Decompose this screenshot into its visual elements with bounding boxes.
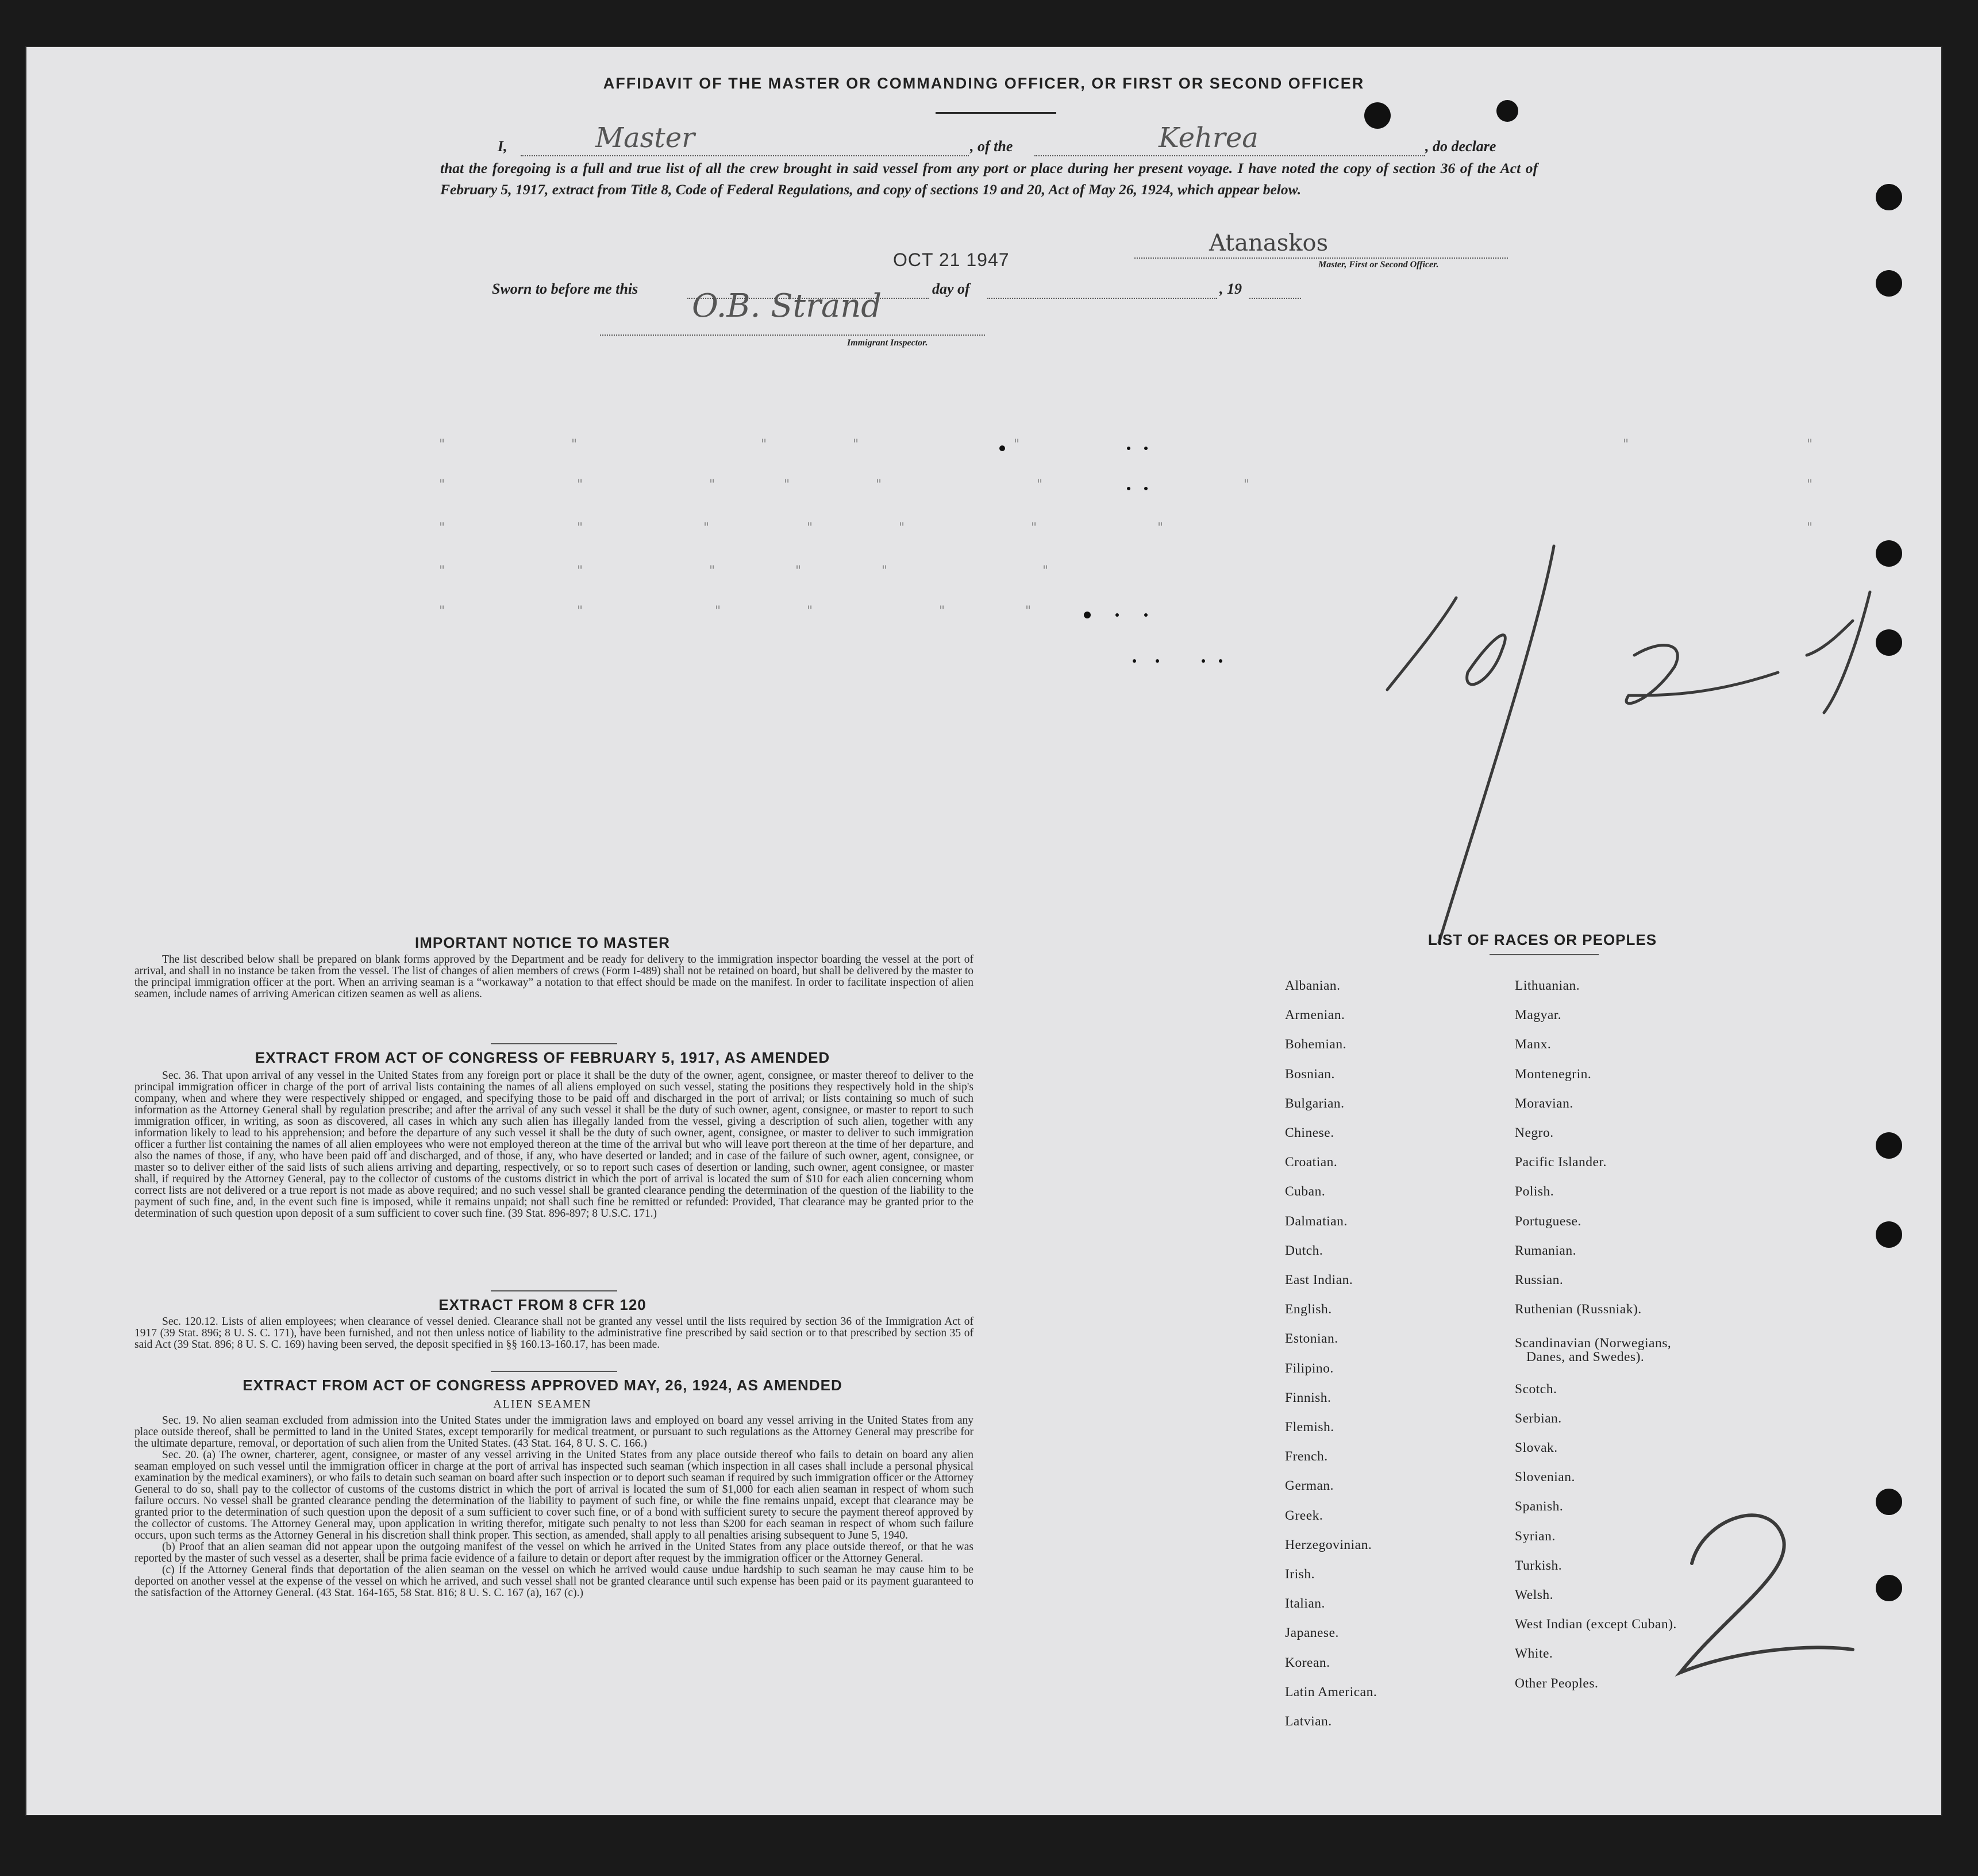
svg-text:": " (1014, 437, 1020, 452)
title-rule (936, 112, 1056, 114)
race-item: White. (1515, 1646, 1553, 1661)
handwritten-page-number (1669, 1494, 1876, 1678)
race-item: Irish. (1285, 1567, 1315, 1582)
svg-text:": " (1244, 478, 1250, 492)
extract-1917-rule (491, 1290, 617, 1291)
svg-text:": " (577, 564, 583, 578)
extract-1924-text (134, 1415, 973, 1599)
svg-text:": " (439, 604, 445, 618)
svg-text:": " (882, 564, 888, 578)
race-item: Ruthenian (Russniak). (1515, 1302, 1642, 1317)
svg-text:": " (439, 564, 445, 578)
svg-text:": " (1025, 604, 1032, 618)
race-item: Bohemian. (1285, 1037, 1346, 1052)
race-item: Magyar. (1515, 1008, 1562, 1022)
race-item: Finnish. (1285, 1390, 1332, 1405)
svg-text:": " (807, 604, 813, 618)
vessel-name-handwritten: Kehrea (1159, 122, 1259, 154)
master-signature: Atanaskos (1209, 230, 1329, 256)
race-item: Japanese. (1285, 1625, 1339, 1640)
svg-text:": " (1807, 521, 1813, 535)
svg-text:": " (577, 604, 583, 618)
svg-text:": " (703, 521, 710, 535)
race-item: Dutch. (1285, 1243, 1323, 1258)
race-item: Moravian. (1515, 1096, 1573, 1111)
svg-text:": " (439, 478, 445, 492)
race-item: East Indian. (1285, 1273, 1353, 1287)
race-item: Bosnian. (1285, 1067, 1335, 1082)
binder-hole (1876, 629, 1902, 656)
binder-hole (1876, 1575, 1902, 1601)
affidavit-title: AFFIDAVIT OF THE MASTER OR COMMANDING OFFICER, OR FIRST OR SECOND OFFICER (603, 75, 1365, 92)
extract-cfr-title: EXTRACT FROM 8 CFR 120 (438, 1296, 646, 1313)
race-item: Flemish. (1285, 1420, 1334, 1435)
inspector-signature: O.B. Strand (692, 287, 882, 325)
race-item: Bulgarian. (1285, 1096, 1345, 1111)
section-20b-paragraph: (b) Proof that an alien seaman did not appear upon the outgoing manifest of the vessel on which he arrived in the United States from any place outside thereof, or that he was reported by the master of such vessel as a deserter, shall be prima facie evidence of a failure to detain or deport after request by the immigration officer or the Attorney General. (134, 1541, 973, 1564)
notice-text (134, 954, 973, 1000)
race-item: English. (1285, 1302, 1332, 1317)
race-item: Chinese. (1285, 1125, 1334, 1140)
svg-text:": " (876, 478, 882, 492)
binder-hole (1876, 1489, 1902, 1515)
i-label: I, (498, 138, 507, 155)
race-item: West Indian (except Cuban). (1515, 1617, 1677, 1632)
svg-text:": " (899, 521, 905, 535)
binder-hole (1876, 184, 1902, 210)
notice-title: IMPORTANT NOTICE TO MASTER (415, 934, 670, 951)
race-item: Welsh. (1515, 1587, 1554, 1602)
race-item: Turkish. (1515, 1558, 1563, 1573)
race-item: Herzegovinian. (1285, 1537, 1372, 1552)
race-item: Portuguese. (1515, 1214, 1581, 1229)
race-item: Danes, and Swedes). (1526, 1350, 1645, 1364)
section-20a-paragraph: Sec. 20. (a) The owner, charterer, agent, consignee, or master of any vessel arriving in the United States from any place outside thereof who fails to detain on board any alien seaman employed on such vessel until the immigration officer in charge at the port of arrival has inspected such seaman (which inspection in all cases shall include a personal physical examination by the medical examiners), or who fails to detain such seaman on board after such inspection or to deport such seaman if required by such immigration officer or the Attorney General to do so, shall pay to the collector of customs of the customs district in which the port of arrival is located the sum of $1,000 for each alien seaman in respect of whom such failure occurs. No vessel shall be granted clearance pending the determination of the liability to payment of such fine, or while the fine remains unpaid, except that clearance may be granted prior to the determination of such question upon the deposit of a sum sufficient to cover such fine, or of a bond with sufficient surety to secure the payment thereof approved by the collector of customs. The Attorney General may, upon application in writing therefor, mitigate such penalty to not less than $200 for each seaman in respect of whom such failure occurs, upon such terms as the Attorney General in his discretion shall think proper. This section, as amended, shall apply to all penalties arising subsequent to June 5, 1940. (134, 1449, 973, 1541)
svg-text:": " (1807, 478, 1813, 492)
svg-text:": " (709, 564, 715, 578)
race-item: Slovenian. (1515, 1470, 1575, 1485)
race-item: Other Peoples. (1515, 1676, 1599, 1691)
svg-text:": " (577, 521, 583, 535)
document-page (25, 46, 1942, 1816)
handwritten-date-strokes (1364, 523, 1881, 960)
svg-text:": " (807, 521, 813, 535)
svg-text:": " (853, 437, 859, 452)
extract-cfr-rule (491, 1371, 617, 1372)
svg-text:": " (715, 604, 721, 618)
handwritten-date (1364, 523, 1881, 960)
race-item: Polish. (1515, 1184, 1554, 1199)
race-item: German. (1285, 1478, 1334, 1493)
binder-hole (1364, 102, 1391, 129)
race-item: Spanish. (1515, 1499, 1564, 1514)
binder-hole (1876, 1221, 1902, 1248)
race-item: Rumanian. (1515, 1243, 1576, 1258)
binder-hole (1876, 270, 1902, 297)
affidavit-body: that the foregoing is a full and true list of all the crew brought in said vessel from any port or place during her present voyage. I have noted the copy of section 36 of the Act of February 5, 1917, extract from Title 8, Code of Federal Regulations, and copy of sections 19 and 20, Act of May 26, 1924, which appear below. (440, 160, 1538, 198)
master-label: Master, First or Second Officer. (1318, 260, 1439, 270)
race-item: French. (1285, 1449, 1328, 1464)
svg-text:": " (1807, 437, 1813, 452)
race-item: Slovak. (1515, 1440, 1558, 1455)
svg-text:": " (761, 437, 767, 452)
vessel-name-line (1034, 155, 1425, 156)
race-item: Manx. (1515, 1037, 1552, 1052)
race-item: Dalmatian. (1285, 1214, 1348, 1229)
of-the-label: , of the (970, 138, 1013, 155)
master-name-handwritten: Master (595, 122, 695, 154)
svg-text:": " (439, 437, 445, 452)
binder-hole (1496, 100, 1518, 122)
races-rule (1490, 954, 1599, 955)
extract-1924-title: EXTRACT FROM ACT OF CONGRESS APPROVED MAY, 26, 1924, AS AMENDED (243, 1377, 842, 1394)
race-item: Filipino. (1285, 1361, 1334, 1376)
svg-text:": " (439, 521, 445, 535)
race-item: Estonian. (1285, 1331, 1338, 1346)
race-item: Cuban. (1285, 1184, 1326, 1199)
binder-hole (1876, 540, 1902, 567)
binder-hole (1876, 1132, 1902, 1159)
inspector-signature-line (600, 335, 985, 336)
race-item: Latin American. (1285, 1685, 1377, 1700)
do-declare-label: , do declare (1425, 138, 1496, 155)
race-item: Italian. (1285, 1596, 1325, 1611)
extract-cfr-text (134, 1316, 973, 1351)
race-item: Serbian. (1515, 1411, 1562, 1426)
date-stamp: OCT 21 1947 (893, 249, 1010, 270)
day-of-label: day of (932, 280, 970, 297)
race-item: Montenegrin. (1515, 1067, 1592, 1082)
race-item: Scandinavian (Norwegians, (1515, 1336, 1672, 1351)
race-item: Greek. (1285, 1508, 1323, 1523)
race-item: Russian. (1515, 1273, 1564, 1287)
race-item: Latvian. (1285, 1714, 1332, 1729)
races-title: LIST OF RACES OR PEOPLES (1427, 931, 1657, 948)
race-item: Negro. (1515, 1125, 1554, 1140)
master-signature-line (1134, 257, 1508, 259)
svg-text:": " (939, 604, 945, 618)
master-name-line (521, 155, 969, 156)
svg-text:": " (1037, 478, 1043, 492)
extract-1917-paragraph: Sec. 36. That upon arrival of any vessel in the United States from any foreign port or place it shall be the duty of the owner, agent, consignee, or master thereof to deliver to the principal immigration officer in charge of the port of arrival lists containing the names of all aliens employed on such vessel, stating the positions they respectively hold in the ship's company, when and where they were respectively shipped or engaged, and specifying those to be paid off and discharged in the port of arrival; or lists containing so much of such information as the Attorney General shall by regulation prescribe; and after the arrival of any such vessel it shall be the duty of such owner, agent, consignee, or master to report to such immigration officer, in writing, as soon as discovered, all cases in which any such alien has illegally landed from the vessel, giving a description of such alien, together with any information likely to lead to his apprehension; and before the departure of any such vessel it shall be the duty of such owner, agent, consignee, or master to deliver to such immigration officer a further list containing the names of all alien employees who were not employed thereon at the time of the arrival but who will leave port thereon at the time of her departure, and also the names of those, if any, who have been paid off and discharged, and of those, if any, who have deserted or landed; and in case of the failure of such owner, agent, consignee, or master so to deliver either of the said lists of such aliens arriving and departing, respectively, or so to report such cases of desertion or landing, such owner, agent consignee, or master shall, if required by the Attorney General, pay to the collector of customs of the customs district in which the port of arrival is located the sum of $10 for each alien concerning whom correct lists are not delivered or a true report is not made as above required; and no such vessel shall be granted clearance pending the determination of the question of the liability to the payment of such fine, and, in the event such fine is imposed, while it remains unpaid; not shall such fine be remitted or refunded: Provided, That clearance may be granted prior to the determination of such question upon deposit of a sum sufficient to cover such fine. (39 Stat. 896-897; 8 U.S.C. 171.) (134, 1070, 973, 1220)
race-item: Pacific Islander. (1515, 1155, 1607, 1170)
svg-text:": " (577, 478, 583, 492)
race-item: Albanian. (1285, 978, 1341, 993)
svg-text:": " (1157, 521, 1164, 535)
inspector-label: Immigrant Inspector. (847, 338, 928, 348)
sworn-label: Sworn to before me this (492, 280, 638, 297)
extract-cfr-paragraph: Sec. 120.12. Lists of alien employees; when clearance of vessel denied. Clearance shall not be granted any vessel until the lists required by section 36 of the Immigration Act of 1917 (39 Stat. 896; 8 U. S. C. 171), have been furnished, and not then unless notice of liability to the administrative fine prescribed by said section or to that prescribed by section 35 of said Act (39 Stat. 896; 8 U. S. C. 169) having been served, the deposit specified in §§ 160.13-160.17, has been made. (134, 1316, 973, 1351)
section-19-paragraph: Sec. 19. No alien seaman excluded from admission into the United States under the immigration laws and employed on board any vessel arriving in the United States from any place outside thereof, shall be permitted to land in the United States, except temporarily for medical treatment, or pursuant to such regulations as the Attorney General may prescribe for the ultimate departure, removal, or deportation of such alien from the United States. (43 Stat. 164, 8 U. S. C. 166.) (134, 1414, 973, 1450)
sworn-year-line (1249, 298, 1301, 299)
notice-paragraph: The list described below shall be prepared on blank forms approved by the Department and be ready for delivery to the immigration inspector boarding the vessel at the port of arrival, and shall in no instance be taken from the vessel. The list of changes of alien members of crews (Form I-489) shall not be retained on board, but shall be delivered by the master to the principal immigration officer at the port. When an arriving seaman is a “workaway” a notation to that effect should be made on the manifest. In order to facilitate inspection of alien seamen, include names of arriving American citizen seamen as well as aliens. (134, 954, 973, 1000)
race-item: Croatian. (1285, 1155, 1338, 1170)
svg-text:": " (1031, 521, 1037, 535)
svg-text:": " (795, 564, 802, 578)
extract-1917-title: EXTRACT FROM ACT OF CONGRESS OF FEBRUARY 5, 1917, AS AMENDED (255, 1049, 830, 1066)
race-item: Korean. (1285, 1655, 1330, 1670)
extract-1924-subtitle: ALIEN SEAMEN (493, 1398, 592, 1410)
race-item: Scotch. (1515, 1382, 1557, 1397)
page-number-strokes (1669, 1494, 1876, 1678)
svg-text:": " (571, 437, 578, 452)
sworn-month-line (987, 298, 1217, 299)
race-item: Syrian. (1515, 1529, 1556, 1544)
svg-text:": " (1042, 564, 1049, 578)
notice-rule (491, 1043, 617, 1044)
svg-text:": " (784, 478, 790, 492)
year-prefix-label: , 19 (1219, 280, 1242, 297)
extract-1917-text (134, 1070, 973, 1220)
race-item: Armenian. (1285, 1008, 1345, 1022)
svg-text:": " (1623, 437, 1629, 452)
race-item: Lithuanian. (1515, 978, 1580, 993)
svg-text:": " (709, 478, 715, 492)
section-20c-paragraph: (c) If the Attorney General finds that deportation of the alien seaman on the vessel on which he arrived would cause undue hardship to such seaman he may cause him to be deported on another vessel at the expense of the vessel on which he arrived, and such vessel shall not be granted clearance until such expense has been paid or its payment guaranteed to the satisfaction of the Attorney General. (43 Stat. 164-165, 58 Stat. 816; 8 U. S. C. 167 (a), 167 (c).) (134, 1564, 973, 1599)
